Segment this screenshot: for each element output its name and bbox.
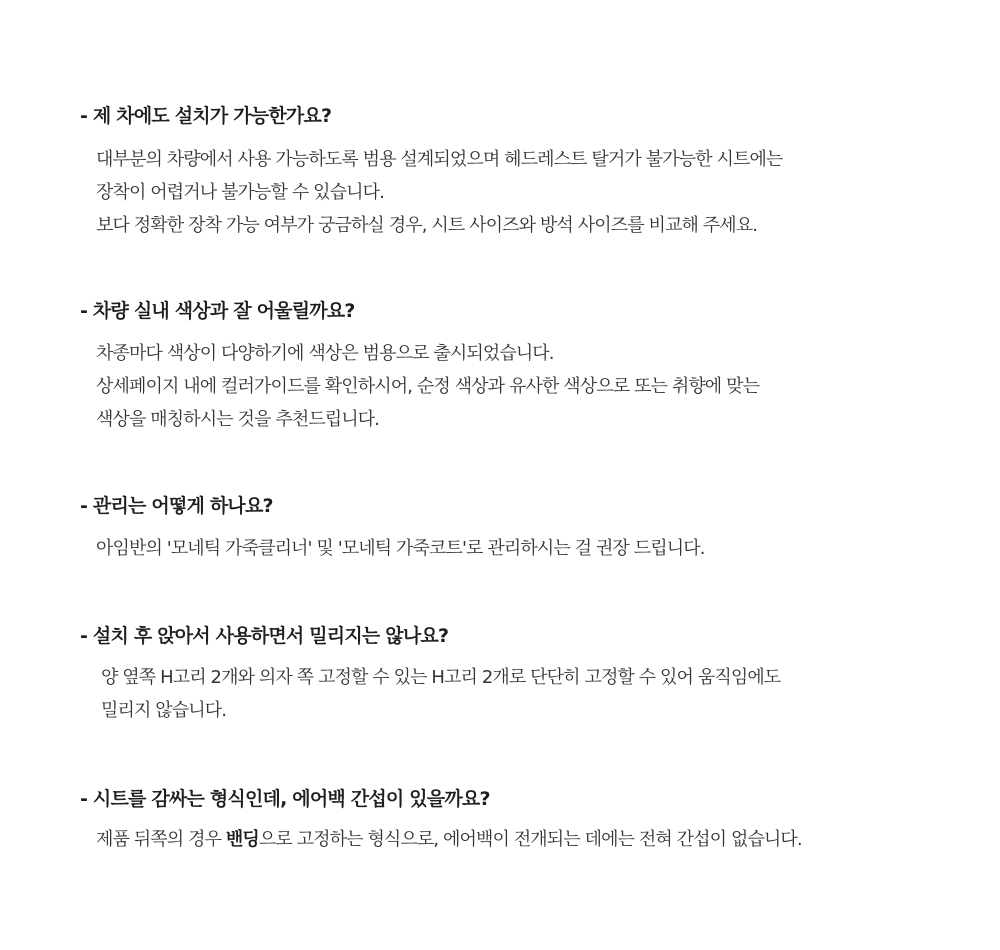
- answer-line: 장착이 어렵거나 불가능할 수 있습니다.: [96, 182, 384, 203]
- faq-answer: [96, 143, 782, 242]
- answer-line: 밀리지 않습니다.: [101, 700, 227, 721]
- answer-line: [96, 823, 802, 856]
- answer-text: 제품 뒤쪽의 경우: [96, 829, 226, 850]
- answer-line: 차종마다 색상이 다양하기에 색상은 범용으로 출시되었습니다.: [96, 343, 554, 364]
- faq-question: - 차량 실내 색상과 잘 어울릴까요?: [80, 300, 355, 322]
- faq-question: - 설치 후 앉아서 사용하면서 밀리지는 않나요?: [80, 625, 449, 647]
- answer-text: 으로 고정하는 형식으로, 에어백이 전개되는 데에는 전혀 간섭이 없습니다.: [258, 829, 802, 850]
- faq-question: - 관리는 어떻게 하나요?: [80, 495, 273, 517]
- answer-line: 양 옆쪽 H고리 2개와 의자 쪽 고정할 수 있는 H고리 2개로 단단히 고정할 수 있어 움직임에도: [101, 667, 781, 688]
- faq-answer: [96, 823, 802, 856]
- faq-answer: [101, 661, 780, 727]
- answer-line: 보다 정확한 장착 가능 여부가 궁금하실 경우, 시트 사이즈와 방석 사이즈를 비교해 주세요.: [96, 215, 758, 236]
- faq-answer: [96, 532, 705, 565]
- answer-line: 상세페이지 내에 컬러가이드를 확인하시어, 순정 색상과 유사한 색상으로 또는 취향에 맞는: [96, 376, 760, 397]
- answer-line: 아임반의 '모네틱 가죽클리너' 및 '모네틱 가죽코트'로 관리하시는 걸 권장 드립니다.: [96, 538, 705, 559]
- answer-line: 대부분의 차량에서 사용 가능하도록 범용 설계되었으며 헤드레스트 탈거가 불가능한 시트에는: [96, 149, 783, 170]
- faq-answer: [96, 337, 759, 436]
- faq-question: - 시트를 감싸는 형식인데, 에어백 간섭이 있을까요?: [80, 788, 490, 810]
- faq-question: - 제 차에도 설치가 가능한가요?: [80, 105, 332, 127]
- answer-emphasis: 밴딩: [225, 829, 259, 850]
- answer-line: 색상을 매칭하시는 것을 추천드립니다.: [96, 409, 380, 430]
